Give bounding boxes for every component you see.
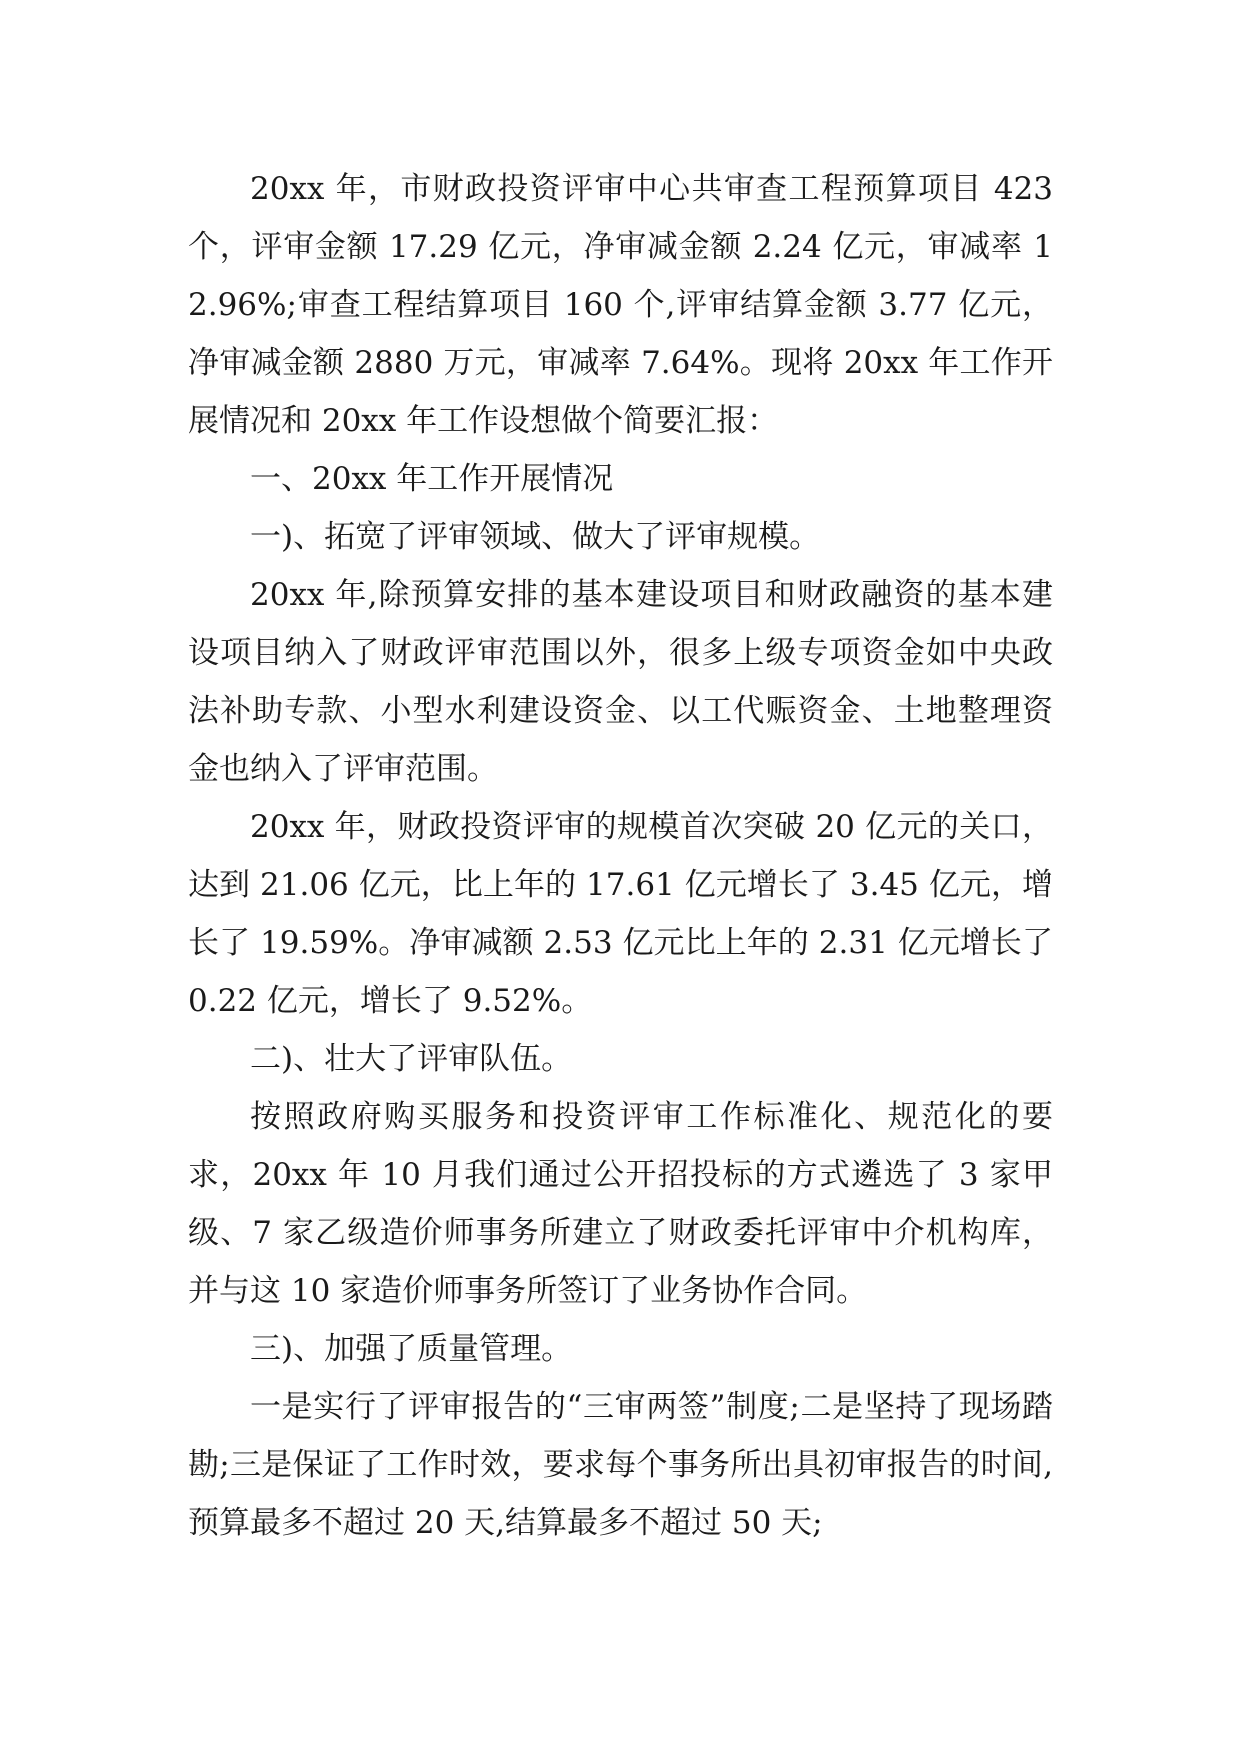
subheading-3: 三)、加强了质量管理。 xyxy=(250,1331,573,1367)
paragraph-summary: 20xx 年，市财政投资评审中心共审查工程预算项目 423 个，评审金额 17.29 亿元，净审减金额 2.24 亿元，审减率 12.96%;审查工程结算项目 160 个,评审结算金额 3.77 亿元，净审减金额 2880 万元，审减率 7.64%。现将 20xx 年工作开展情况和 20xx 年工作设想做个简要汇报： xyxy=(188,171,1053,439)
paragraph-quality: 一是实行了评审报告的“三审两签”制度;二是坚持了现场踏勘;三是保证了工作时效，要求每个事务所出具初审报告的时间,预算最多不超过 20 天,结算最多不超过 50 天; xyxy=(188,1389,1053,1541)
subheading-1: 一)、拓宽了评审领域、做大了评审规模。 xyxy=(250,519,821,555)
paragraph-scope: 20xx 年,除预算安排的基本建设项目和财政融资的基本建设项目纳入了财政评审范围以外，很多上级专项资金如中央政法补助专款、小型水利建设资金、以工代赈资金、土地整理资金也纳入了评审范围。 xyxy=(188,577,1053,787)
paragraph-team: 按照政府购买服务和投资评审工作标准化、规范化的要求，20xx 年 10 月我们通过公开招投标的方式遴选了 3 家甲级、7 家乙级造价师事务所建立了财政委托评审中介机构库，并与这 10 家造价师事务所签订了业务协作合同。 xyxy=(188,1099,1053,1309)
section-heading-1: 一、20xx 年工作开展情况 xyxy=(250,461,614,497)
document-body xyxy=(188,160,1053,1552)
subheading-2: 二)、壮大了评审队伍。 xyxy=(250,1041,573,1077)
paragraph-scale: 20xx 年，财政投资评审的规模首次突破 20 亿元的关口，达到 21.06 亿元，比上年的 17.61 亿元增长了 3.45 亿元，增长了 19.59%。净审减额 2.53 亿元比上年的 2.31 亿元增长了 0.22 亿元，增长了 9.52%。 xyxy=(188,809,1053,1019)
